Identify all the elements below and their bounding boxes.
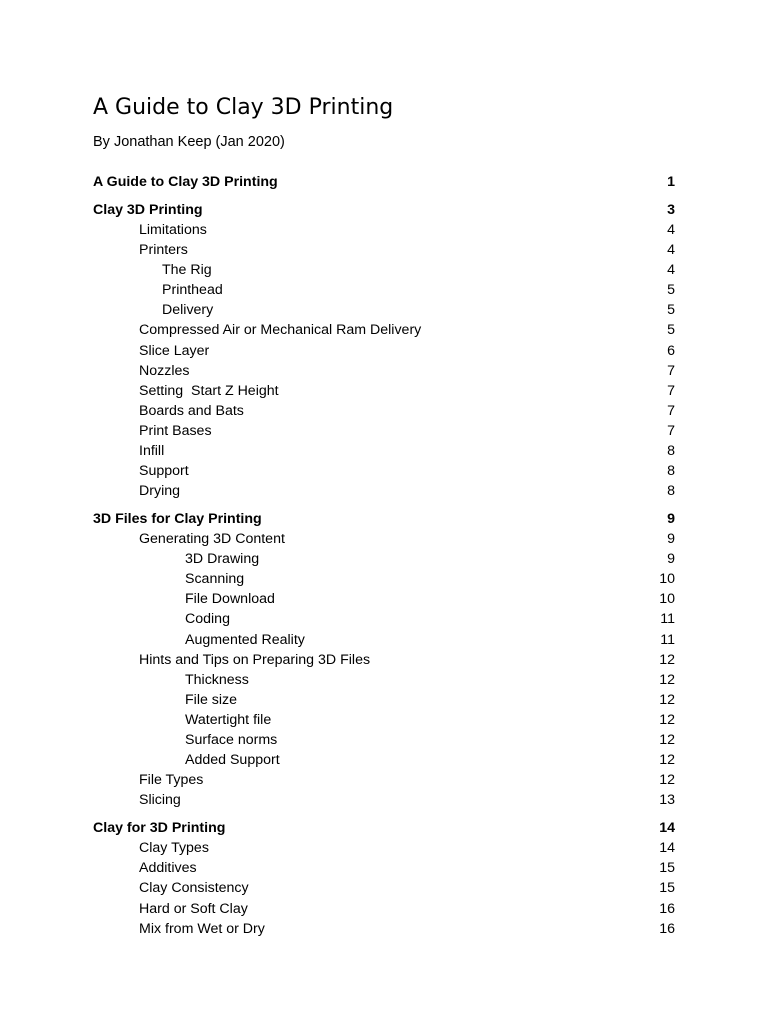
toc-entry-label: Delivery: [162, 302, 214, 318]
toc-entry-compressed-air[interactable]: [0, 320, 768, 340]
toc-entry-label: Surface norms: [185, 732, 278, 748]
toc-entry-page: 14: [659, 840, 675, 856]
toc-entry-drying[interactable]: [0, 481, 768, 501]
toc-entry-page: 5: [667, 322, 675, 338]
toc-entry-delivery[interactable]: [0, 300, 768, 320]
toc-entry-label: Hints and Tips on Preparing 3D Files: [139, 652, 371, 668]
toc-entry-page: 12: [659, 712, 675, 728]
toc-entry-label: Support: [139, 463, 189, 479]
toc-entry-file-download[interactable]: [0, 589, 768, 609]
toc-entry-label: Clay Consistency: [139, 880, 249, 896]
toc-entry-label: Limitations: [139, 222, 207, 238]
toc-entry-page: 9: [667, 551, 675, 567]
toc-entry-page: 9: [667, 511, 675, 527]
toc-entry-label: Generating 3D Content: [139, 531, 285, 547]
toc-entry-label: Print Bases: [139, 423, 212, 439]
toc-entry-label: Setting Start Z Height: [139, 383, 279, 399]
toc-entry-page: 16: [659, 921, 675, 937]
document-byline: By Jonathan Keep (Jan 2020): [93, 134, 285, 150]
toc-entry-page: 3: [667, 202, 675, 218]
toc-entry-label: 3D Drawing: [185, 551, 260, 567]
toc-entry-guide[interactable]: [0, 172, 768, 192]
toc-entry-page: 7: [667, 363, 675, 379]
toc-entry-page: 12: [659, 692, 675, 708]
toc-entry-boards-and-bats[interactable]: [0, 401, 768, 421]
toc-entry-surface-norms[interactable]: [0, 730, 768, 750]
toc-entry-label: Clay 3D Printing: [93, 202, 203, 218]
toc-entry-print-bases[interactable]: [0, 421, 768, 441]
toc-entry-mix-from-wet-or-dry[interactable]: [0, 919, 768, 939]
toc-entry-page: 5: [667, 282, 675, 298]
document-title: A Guide to Clay 3D Printing: [93, 95, 394, 120]
toc-entry-file-types[interactable]: [0, 770, 768, 790]
toc-entry-page: 7: [667, 383, 675, 399]
toc-entry-page: 4: [667, 222, 675, 238]
toc-entry-label: Watertight file: [185, 712, 272, 728]
toc-entry-added-support[interactable]: [0, 750, 768, 770]
toc-entry-label: Mix from Wet or Dry: [139, 921, 265, 937]
toc-entry-label: Infill: [139, 443, 165, 459]
toc-entry-augmented-reality[interactable]: [0, 630, 768, 650]
toc-entry-page: 12: [659, 772, 675, 788]
toc-entry-3d-drawing[interactable]: [0, 549, 768, 569]
toc-entry-label: File Types: [139, 772, 204, 788]
toc-entry-label: Boards and Bats: [139, 403, 244, 419]
toc-entry-label: The Rig: [162, 262, 212, 278]
toc-entry-coding[interactable]: [0, 609, 768, 629]
toc-entry-page: 7: [667, 403, 675, 419]
toc-entry-page: 10: [659, 571, 675, 587]
toc-entry-label: Slice Layer: [139, 343, 210, 359]
toc-entry-label: Scanning: [185, 571, 245, 587]
toc-entry-hard-or-soft-clay[interactable]: [0, 899, 768, 919]
toc-entry-clay-3d-printing[interactable]: [0, 200, 768, 220]
toc-entry-3d-files[interactable]: [0, 509, 768, 529]
toc-entry-page: 14: [659, 820, 675, 836]
toc-entry-watertight-file[interactable]: [0, 710, 768, 730]
toc-entry-label: Augmented Reality: [185, 632, 305, 648]
toc-entry-label: Hard or Soft Clay: [139, 901, 248, 917]
toc-entry-label: Additives: [139, 860, 197, 876]
toc-entry-page: 10: [659, 591, 675, 607]
toc-entry-page: 9: [667, 531, 675, 547]
toc-entry-label: A Guide to Clay 3D Printing: [93, 174, 278, 190]
toc-entry-page: 11: [660, 611, 675, 627]
toc-entry-page: 11: [660, 632, 675, 648]
toc-entry-clay-consistency[interactable]: [0, 878, 768, 898]
toc-entry-label: Printhead: [162, 282, 223, 298]
toc-entry-file-size[interactable]: [0, 690, 768, 710]
toc-entry-page: 12: [659, 672, 675, 688]
toc-entry-scanning[interactable]: [0, 569, 768, 589]
toc-entry-label: Drying: [139, 483, 180, 499]
toc-entry-page: 8: [667, 483, 675, 499]
toc-entry-page: 16: [659, 901, 675, 917]
toc-entry-page: 12: [659, 752, 675, 768]
toc-entry-label: Clay Types: [139, 840, 209, 856]
toc-entry-page: 8: [667, 463, 675, 479]
toc-entry-label: Compressed Air or Mechanical Ram Delivery: [139, 322, 422, 338]
toc-entry-slice-layer[interactable]: [0, 341, 768, 361]
toc-entry-nozzles[interactable]: [0, 361, 768, 381]
toc-entry-page: 13: [659, 792, 675, 808]
toc-entry-page: 8: [667, 443, 675, 459]
toc-entry-page: 12: [659, 732, 675, 748]
toc-entry-page: 6: [667, 343, 675, 359]
toc-entry-page: 1: [667, 174, 675, 190]
toc-entry-clay-types[interactable]: [0, 838, 768, 858]
toc-entry-label: Added Support: [185, 752, 280, 768]
toc-entry-infill[interactable]: [0, 441, 768, 461]
toc-entry-label: 3D Files for Clay Printing: [93, 511, 262, 527]
toc-entry-page: 5: [667, 302, 675, 318]
toc-entry-label: Slicing: [139, 792, 181, 808]
toc-entry-label: Clay for 3D Printing: [93, 820, 226, 836]
toc-entry-slicing[interactable]: [0, 790, 768, 810]
toc-entry-label: File Download: [185, 591, 275, 607]
toc-entry-label: Nozzles: [139, 363, 190, 379]
toc-entry-page: 4: [667, 262, 675, 278]
toc-entry-label: Thickness: [185, 672, 249, 688]
toc-entry-page: 4: [667, 242, 675, 258]
toc-entry-printhead[interactable]: [0, 280, 768, 300]
toc-entry-label: File size: [185, 692, 238, 708]
toc-entry-page: 12: [659, 652, 675, 668]
toc-entry-page: 15: [659, 860, 675, 876]
toc-entry-start-z-height[interactable]: [0, 381, 768, 401]
toc-entry-label: Coding: [185, 611, 230, 627]
toc-entry-the-rig[interactable]: [0, 260, 768, 280]
toc-entry-hints-and-tips[interactable]: [0, 650, 768, 670]
toc-entry-page: 15: [659, 880, 675, 896]
toc-entry-support[interactable]: [0, 461, 768, 481]
toc-entry-generating-3d-content[interactable]: [0, 529, 768, 549]
toc-entry-additives[interactable]: [0, 858, 768, 878]
toc-entry-page: 7: [667, 423, 675, 439]
toc-entry-clay-for-3d-printing[interactable]: [0, 818, 768, 838]
toc-entry-thickness[interactable]: [0, 670, 768, 690]
toc-entry-limitations[interactable]: [0, 220, 768, 240]
toc-entry-label: Printers: [139, 242, 188, 258]
toc-entry-printers[interactable]: [0, 240, 768, 260]
